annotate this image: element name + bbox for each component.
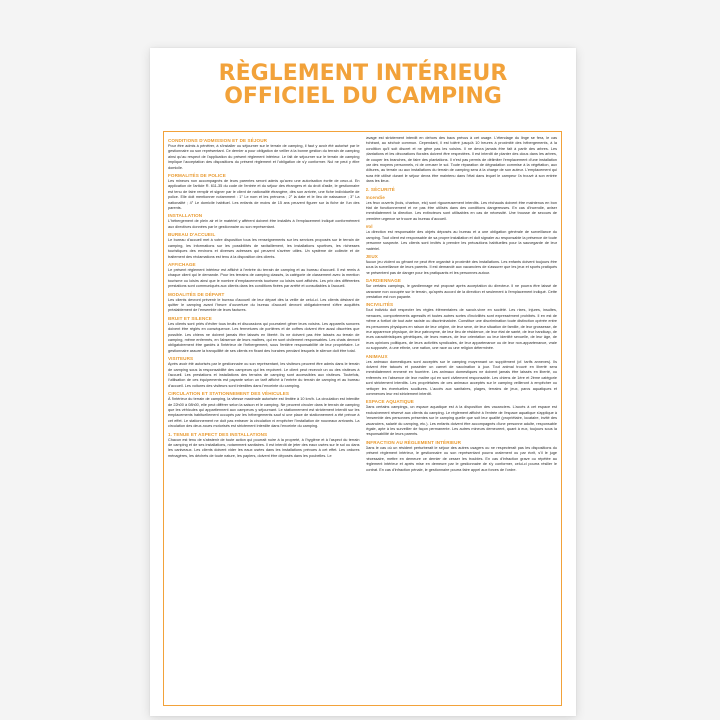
rule-section [366,278,558,300]
section-body: Les feux ouverts (bois, charbon, etc) sont rigoureusement interdits. Les réchauds doivent être maintenus en bon état de fonctionnement et ne pas être utilisés dans des conditions dangereuses. En cas d'incendie, aviser immédiatement la direction. Les extincteurs sont utilisables en cas de nécessité. Une trousse de secours de première urgence se trouve au bureau d'accueil. [365,200,557,221]
section-body: Les clients devront prévenir le bureau d'accueil de leur départ dès la veille de celui-ci. Les clients désirant de quitter le camping avant l'heure d'ouverture du bureau d'accueil devront obligatoirement s'être acquittés préalablement de l'ensemble de leurs factures. [168,297,360,313]
section-heading: BUREAU D'ACCUEIL [168,232,216,238]
section-body: Dans le cas où un résident perturberait le séjour des autres usagers ou ne respecterait pas les dispositions du présent règlement intérieur, le gestionnaire ou son représentant pourra oralement ou par écrit, s'il le juge nécessaire, mettre en demeure ce dernier de cesser les troubles. En cas d'infraction grave ou répétée au règlement intérieur et après mise en demeure par le gestionnaire de s'y conformer, celui-ci pourra résilier le contrat. En cas d'infraction pénale, le gestionnaire pourra faire appel aux forces de l'ordre. [365,445,557,472]
section-heading: CONDITIONS D'ADMISSION ET DE SÉJOUR [168,138,268,143]
rule-section [366,399,558,437]
section-heading: BRUIT ET SILENCE [168,315,212,321]
rule-section [168,173,360,211]
rule-section [168,432,360,460]
rule-section [168,391,360,429]
title-line-2: OFFICIEL DU CAMPING [224,84,502,110]
section-body: L'hébergement de plein air et le matériel y afférent doivent être installés à l'emplacement indiqué conformément aux directives données par le gestionnaire ou son représentant. [168,219,360,229]
left-column [168,136,360,705]
section-body: Après avoir été autorisés par le gestionnaire ou son représentant, les visiteurs peuvent être admis dans le terrain de camping sous la responsabilité des campeurs qui les reçoivent. Le client peut recevoir un ou des visiteurs à l'accueil. Les prestations et installations des terrains de camping sont accessibles aux visiteurs. Toutefois, l'utilisation de ces équipements est payante selon un tarif affiché à l'entrée du terrain de camping et au bureau d'accueil. Les voitures des visiteurs sont interdites dans l'enceinte du camping. [168,362,360,388]
rule-section [168,316,360,354]
rule-section [366,136,558,185]
section-heading: ANIMAUX [365,353,388,359]
rule-section [168,213,360,230]
rule-section [366,302,558,351]
section-heading: FORMALITÉS DE POLICE [168,173,226,179]
section-body: Le bureau d'accueil met à votre disposition tous les renseignements sur les services proposés sur le terrain de camping, les informations sur les possibilités de ravitaillement, les installations sportives, les richesses touristiques des environs et diverses adresses qui peuvent s'avérer utiles. Un système de collecte et de traitement des réclamations est tenu à la disposition des clients. [168,238,360,259]
section-body: Tout individu doit respecter les règles élémentaires de savoir-vivre en société. Les rixes, injures, insultes, menaces, comportements agressifs et toutes autres sortes d'incivilités sont expressément prohibés. Il en est de même a fortiori de tout acte raciste ou discriminatoire. Constitue une discrimination toute distinction opérée entre les personnes physiques en raison de leur origine, de leur sexe, de leur situation de famille, de leur grossesse, de leur apparence physique, de leur patronyme, de leur lieu de résidence, de leur état de santé, de leur handicap, de leurs caractéristiques génétiques, de leurs mœurs, de leur orientation ou leur identité sexuelle, de leur âge, de leurs opinions politiques, de leurs activités syndicales, de leur appartenance ou de leur non-appartenance, vraie ou supposée, à une ethnie, une nation, une race ou une religion déterminée. [365,308,557,351]
rule-section [366,195,558,223]
section-body: À l'intérieur du terrain de camping, la vitesse maximale autorisée est limitée à 10 km/h. La circulation est interdite de 22h00 à 08h00, elle peut différer selon la saison et le camping. Ne peuvent circuler dans le terrain de camping que les véhicules qui appartiennent aux campeurs y séjournant. Le stationnement est strictement interdit sur les emplacements habituellement occupés par les hébergements sauf si une place de stationnement a été prévue à cet effet. Le stationnement ne doit pas entraver la circulation ni empêcher l'installation de nouveaux arrivants. La circulation des deux-roues motorisés est strictement interdite dans l'enceinte du camping. [168,397,360,429]
section-heading: Incendie [365,194,385,200]
section-body: Le présent règlement intérieur est affiché à l'entrée du terrain de camping et au bureau d'accueil. Il est remis à chaque client qui le demande. Pour les terrains de camping classés, la catégorie de classement avec la mention tourisme ou loisirs ainsi que le nombre d'emplacements tourisme ou loisirs sont affichés. Les prix des différentes prestations sont communiqués aux clients dans les conditions fixées par arrêté et consultables à l'accueil. [168,267,360,289]
section-heading: Vol [365,224,373,230]
rule-section [168,138,360,171]
section-body: lavage est strictement interdit en dehors des bacs prévus à cet usage. L'étendage du linge se fera, le cas échéant, au séchoir commun. Cependant, il est toléré jusqu'à 10 heures à proximité des hébergements, à la condition qu'il soit discret et ne gêne pas les voisins. Il ne devra jamais être fait à partir des arbres. Les plantations et les décorations florales doivent être respectées. Il est interdit de planter des clous dans les arbres, de couper les branches, de faire des plantations. Il n'est pas permis de délimiter l'emplacement d'une installation par des moyens personnels, ni de creuser le sol. Toute réparation de dégradation commise à la végétation, aux clôtures, au terrain ou aux installations du terrain de camping sera à la charge de son auteur. L'emplacement qui aura été utilisé durant le séjour devra être maintenu dans l'état dans lequel le campeur l'a trouvé à son entrée dans les lieux. [365,136,557,184]
rule-section [168,356,360,389]
rule-section [366,354,558,398]
poster-title [150,62,576,109]
rule-section [366,254,558,276]
section-heading: CIRCULATION ET STATIONNEMENT DES VÉHICULES [168,391,290,397]
rules-content [163,131,562,706]
section-heading: 2. SÉCURITÉ [365,186,395,192]
section-body: Pour être admis à pénétrer, à s'installer ou séjourner sur le terrain de camping, il faut y avoir été autorisé par le gestionnaire ou son représentant. Ce dernier a pour obligation de veiller à la bonne gestion du terrain de camping ainsi qu'au respect de l'application du présent règlement intérieur. Le fait de séjourner sur le terrain de camping implique l'acceptation des dispositions du présent règlement et l'obligation de s'y conformer. Nul ne peut y élire domicile. [168,144,360,170]
rule-section [168,292,360,314]
section-heading: MODALITÉS DE DÉPART [168,291,225,297]
rule-section [168,232,360,260]
rule-section [168,262,360,290]
section-heading: AFFICHAGE [168,261,196,267]
title-line-1: RÈGLEMENT INTÉRIEUR [218,61,508,86]
section-heading: ESPACE AQUATIQUE [365,399,414,405]
rule-section [366,224,558,252]
section-heading: VISITEURS [168,356,194,362]
section-heading: INCIVILITÉS [365,302,394,308]
section-heading: GARDIENNAGE [365,278,402,284]
section-body: Chacun est tenu de s'abstenir de toute action qui pourrait nuire à la propreté, à l'hygiène et à l'aspect du terrain de camping et de ses installations, notamment sanitaires. Il est interdit de jeter des eaux usées sur le sol ou dans les caniveaux. Les clients doivent vider les eaux usées dans les installations prévues à cet effet. Les ordures ménagères, les déchets de toute nature, les papiers, doivent être déposés dans les poubelles. Le [168,437,360,458]
section-body: Aucun jeu violent ou gênant ne peut être organisé à proximité des installations. Les enfants doivent toujours être sous la surveillance de leurs parents. Il est demandé aux vacanciers de s'assurer que les jeux et sports pratiqués ne présentent pas de danger pour les pratiquants et les personnes autour. [365,259,557,275]
poster-sheet [150,48,576,716]
rule-section [366,187,558,193]
section-heading: INSTALLATION [168,213,203,219]
section-body: Dans certains campings, un espace aquatique est à la disposition des vacanciers. L'accès à cet espace est exclusivement réservé aux clients du camping. Le règlement affiché à l'entrée de l'espace aquatique s'applique à l'ensemble des personnes présentes sur le camping quelle que soit leur qualité (propriétaire, locataire, invité des vacanciers, salarié du camping, etc.). Les enfants doivent être accompagnés d'une personne adulte, responsable légale, apte à les surveiller de façon permanente. Les autres mineurs demeurent, quant à eux, toujours sous la responsabilité de leurs parents. [365,405,557,437]
section-body: Les mineurs non accompagnés de leurs parentes seront admis qu'avec une autorisation écrite de ceux-ci. En application de l'article R. 611-35 du code de l'entrée et du séjour des étrangers et du droit d'asile, le gestionnaire est tenu de faire remplir et signer par le client de nationalité étrangère, dès son arrivée, une fiche individuelle de police. Elle doit mentionner notamment : 1° Le nom et les prénoms ; 2° la date et le lieu de naissance ; 3° La nationalité ; 4° Le domicile habituel. Les enfants de moins de 15 ans peuvent figurer sur la fiche de l'un des parents. [168,179,360,211]
section-heading: 1. TENUE ET ASPECT DES INSTALLATIONS [168,431,268,437]
section-body: La direction est responsable des objets déposés au bureau et a une obligation générale de surveillance du camping. Tout client est responsable de sa propre installation et doit signaler au responsable la présence de toute personne suspecte. Les clients sont invités à prendre les précautions habituelles pour la sauvegarde de leur matériel. [365,230,557,251]
section-body: Sur certains campings, le gardiennage est proposé après acceptation du directeur. Il ne pourra être laissé de caravane non occupée sur le terrain, qu'après accord de la direction et seulement à l'emplacement indiqué. Cette prestation est non payante. [365,284,557,299]
rule-section [366,440,558,473]
section-heading: INFRACTION AU RÈGLEMENT INTÉRIEUR [365,439,462,445]
section-body: Les animaux domestiques sont acceptés sur le camping moyennant un supplément (cf. tarifs annexes). Ils doivent être tatoués et posséder un carnet de vaccination à jour. Tout animal trouvé en liberté sera immédiatement enmené en fourrière. Les animaux domestiques ne doivent jamais être laissés en liberté, ou enfermés en l'absence de leur maître qui en sont civilement responsable. Les chiens de 1ère et 2ème catégorie sont strictement interdits. Les propriétaires de ces animaux acceptés sur le camping veilleront à empêcher ou nettoyer les éventuelles souillures. L'accès aux sanitaires, plages, terrains de jeux, parcs aquatiques et commerces leur est strictement interdit. [365,359,557,397]
right-column [366,136,558,705]
section-body: Les clients sont priés d'éviter tous bruits et discussions qui pourraient gêner leurs voisins. Les appareils sonores doivent être réglés en conséquence. Les fermetures de portières et de coffres doivent être aussi discrètes que possible. Les chiens ne doivent jamais être laissés en liberté. Ils ne doivent pas être laissés au terrain de camping, même enfermés, en l'absence de leurs maîtres, qui en sont civilement responsables. Les chats devront obligatoirement être gardés à l'intérieur de l'hébergement, sous l'entière responsabilité de leur propriétaire. Le gestionnaire assure la tranquillité de ses clients en fixant des horaires pendant lesquels le silence doit être total. [168,321,360,353]
section-heading: JEUX [365,253,378,259]
